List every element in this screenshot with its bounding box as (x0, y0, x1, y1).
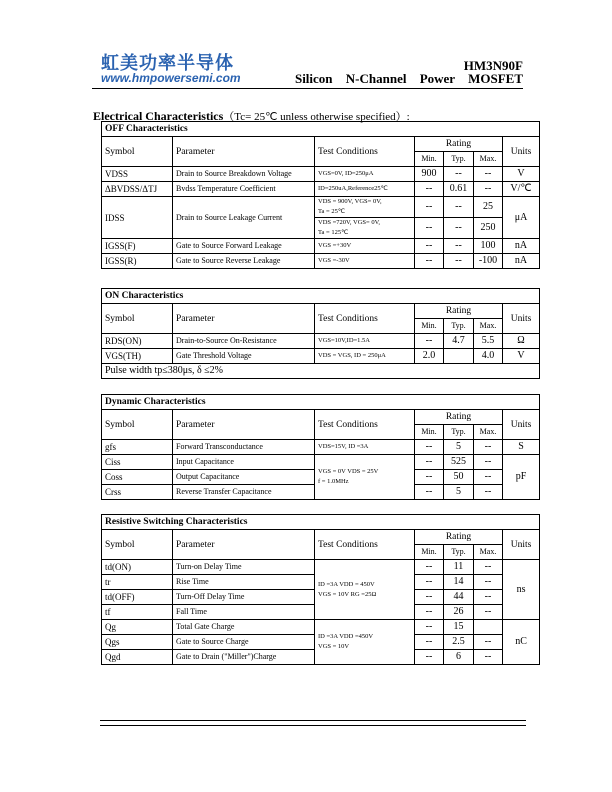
col-rating: Rating (415, 137, 503, 152)
min: -- (415, 182, 444, 197)
max: 100 (474, 239, 503, 254)
col-units: Units (503, 137, 540, 167)
typ: -- (444, 239, 474, 254)
max: 250 (474, 218, 503, 239)
unit: nC (503, 620, 540, 665)
col-rating: Rating (415, 410, 503, 425)
symbol: Qgd (102, 650, 173, 665)
header-rule (92, 88, 523, 89)
conditions-line: VGS = 10V (318, 643, 350, 650)
max: -- (474, 650, 503, 665)
parameter: Gate to Source Forward Leakage (173, 239, 315, 254)
typ: 5 (444, 440, 474, 455)
min: -- (415, 575, 444, 590)
max: -- (474, 590, 503, 605)
parameter: Gate to Drain ("Miller")Charge (173, 650, 315, 665)
parameter: Bvdss Temperature Coefficient (173, 182, 315, 197)
unit: V/℃ (503, 182, 540, 197)
max: -- (474, 485, 503, 500)
parameter: Input Capacitance (173, 455, 315, 470)
col-min: Min. (415, 425, 444, 440)
col-symbol: Symbol (102, 530, 173, 560)
symbol: td(OFF) (102, 590, 173, 605)
table-row (102, 182, 540, 197)
on-title: ON Characteristics (102, 289, 540, 304)
table-row (102, 440, 540, 455)
max: -- (474, 455, 503, 470)
col-parameter: Parameter (173, 530, 315, 560)
symbol: Coss (102, 470, 173, 485)
unit: μA (503, 197, 540, 239)
col-max: Max. (474, 319, 503, 334)
symbol: Ciss (102, 455, 173, 470)
typ: 14 (444, 575, 474, 590)
typ: -- (444, 218, 474, 239)
min: -- (415, 455, 444, 470)
min: -- (415, 485, 444, 500)
table-row (102, 455, 540, 470)
section-condition: （Tc= 25℃ unless otherwise specified）: (223, 111, 410, 123)
col-max: Max. (474, 425, 503, 440)
symbol: ΔBVDSS/ΔTJ (102, 182, 173, 197)
conditions-line: VGS = 10V RG =25Ω (318, 590, 377, 598)
symbol: IGSS(R) (102, 254, 173, 269)
min: -- (415, 440, 444, 455)
part-subtitle: Silicon N-Channel Power MOSFET (294, 71, 523, 86)
min: -- (415, 470, 444, 485)
col-units: Units (503, 530, 540, 560)
dynamic-title: Dynamic Characteristics (102, 395, 540, 410)
symbol: RDS(ON) (102, 334, 173, 349)
parameter: Gate to Source Reverse Leakage (173, 254, 315, 269)
typ: 26 (444, 605, 474, 620)
switching-title: Resistive Switching Characteristics (102, 515, 540, 530)
col-units: Units (503, 410, 540, 440)
max: -- (474, 575, 503, 590)
conditions (315, 218, 415, 239)
table-row (102, 239, 540, 254)
table-row (102, 334, 540, 349)
conditions-line: Ta = 125℃ (318, 229, 349, 236)
logo-url: www.hmpowersemi.com (101, 71, 241, 85)
max: -- (474, 635, 503, 650)
conditions (315, 560, 415, 620)
min: -- (415, 590, 444, 605)
typ (444, 349, 474, 364)
min: -- (415, 620, 444, 635)
typ: 525 (444, 455, 474, 470)
col-parameter: Parameter (173, 410, 315, 440)
col-conditions: Test Conditions (315, 530, 415, 560)
col-min: Min. (415, 545, 444, 560)
logo-chinese: 虹美功率半导体 (101, 53, 234, 74)
col-conditions: Test Conditions (315, 410, 415, 440)
col-typ: Typ. (444, 425, 474, 440)
max: -- (474, 470, 503, 485)
col-max: Max. (474, 545, 503, 560)
min: -- (415, 197, 444, 218)
parameter: Fall Time (173, 605, 315, 620)
col-rating: Rating (415, 304, 503, 319)
max: 25 (474, 197, 503, 218)
conditions (315, 455, 415, 500)
conditions-line: Ta = 25℃ (318, 208, 346, 215)
parameter: Drain to Source Leakage Current (173, 197, 315, 239)
symbol: tr (102, 575, 173, 590)
col-units: Units (503, 304, 540, 334)
unit: V (503, 167, 540, 182)
col-min: Min. (415, 152, 444, 167)
conditions-line: VDS =720V, VGS= 0V, (318, 219, 381, 226)
table-row (102, 167, 540, 182)
typ: 11 (444, 560, 474, 575)
footer-rule (100, 720, 526, 721)
conditions: VDS=15V, ID =3A (315, 440, 415, 455)
typ: 0.61 (444, 182, 474, 197)
symbol: VDSS (102, 167, 173, 182)
typ: 15 (444, 620, 474, 635)
min: -- (415, 218, 444, 239)
conditions (315, 620, 415, 665)
typ: 50 (444, 470, 474, 485)
unit: ns (503, 560, 540, 620)
max: 4.0 (474, 349, 503, 364)
min: -- (415, 239, 444, 254)
conditions-line: f = 1.0MHz (318, 478, 349, 485)
conditions: VDS = VGS, ID = 250μA (315, 349, 415, 364)
unit: pF (503, 455, 540, 500)
max: -- (474, 605, 503, 620)
col-typ: Typ. (444, 152, 474, 167)
symbol: tf (102, 605, 173, 620)
table-row (102, 620, 540, 635)
conditions (315, 197, 415, 218)
max: -- (474, 560, 503, 575)
typ: 6 (444, 650, 474, 665)
typ: -- (444, 254, 474, 269)
typ: -- (444, 197, 474, 218)
pulse-note: Pulse width tp≤380μs, δ ≤2% (102, 364, 540, 379)
parameter: Output Capacitance (173, 470, 315, 485)
col-conditions: Test Conditions (315, 137, 415, 167)
typ: 44 (444, 590, 474, 605)
min: 900 (415, 167, 444, 182)
table-row (102, 197, 540, 218)
col-parameter: Parameter (173, 137, 315, 167)
min: -- (415, 560, 444, 575)
parameter: Drain-to-Source On-Resistance (173, 334, 315, 349)
on-characteristics-table (101, 288, 540, 379)
parameter: Reverse Transfer Capacitance (173, 485, 315, 500)
max: -- (474, 182, 503, 197)
conditions: VGS =-30V (315, 254, 415, 269)
parameter: Rise Time (173, 575, 315, 590)
conditions: VGS=0V, ID=250μA (315, 167, 415, 182)
unit: V (503, 349, 540, 364)
min: -- (415, 635, 444, 650)
parameter: Total Gate Charge (173, 620, 315, 635)
parameter: Gate Threshold Voltage (173, 349, 315, 364)
typ: 4.7 (444, 334, 474, 349)
col-symbol: Symbol (102, 410, 173, 440)
col-max: Max. (474, 152, 503, 167)
unit: S (503, 440, 540, 455)
col-rating: Rating (415, 530, 503, 545)
unit: Ω (503, 334, 540, 349)
parameter: Turn-on Delay Time (173, 560, 315, 575)
section-title-text: Electrical Characteristics (93, 109, 224, 123)
min: -- (415, 254, 444, 269)
typ: 2.5 (444, 635, 474, 650)
min: 2.0 (415, 349, 444, 364)
parameter: Drain to Source Breakdown Voltage (173, 167, 315, 182)
symbol: IDSS (102, 197, 173, 239)
conditions: VGS=10V,ID=1.5A (315, 334, 415, 349)
conditions: VGS =+30V (315, 239, 415, 254)
max: -- (474, 167, 503, 182)
col-typ: Typ. (444, 319, 474, 334)
footer-rule (100, 725, 526, 726)
max: -- (474, 440, 503, 455)
parameter: Forward Transconductance (173, 440, 315, 455)
max (474, 620, 503, 635)
conditions-line: VGS = 0V VDS = 25V (318, 468, 379, 475)
table-row (102, 349, 540, 364)
parameter: Turn-Off Delay Time (173, 590, 315, 605)
conditions-line: ID =3A VDD =450V (318, 633, 374, 640)
min: -- (415, 334, 444, 349)
off-characteristics-table (101, 121, 540, 269)
symbol: gfs (102, 440, 173, 455)
symbol: VGS(TH) (102, 349, 173, 364)
col-typ: Typ. (444, 545, 474, 560)
col-min: Min. (415, 319, 444, 334)
conditions-line: ID =3A VDD = 450V (318, 580, 375, 588)
typ: 5 (444, 485, 474, 500)
parameter: Gate to Source Charge (173, 635, 315, 650)
symbol: Qg (102, 620, 173, 635)
unit: nA (503, 239, 540, 254)
unit: nA (503, 254, 540, 269)
col-parameter: Parameter (173, 304, 315, 334)
col-symbol: Symbol (102, 137, 173, 167)
min: -- (415, 605, 444, 620)
table-row (102, 560, 540, 575)
switching-characteristics-table (101, 514, 540, 665)
symbol: IGSS(F) (102, 239, 173, 254)
dynamic-characteristics-table (101, 394, 540, 500)
col-symbol: Symbol (102, 304, 173, 334)
symbol: Qgs (102, 635, 173, 650)
symbol: Crss (102, 485, 173, 500)
typ: -- (444, 167, 474, 182)
symbol: td(ON) (102, 560, 173, 575)
col-conditions: Test Conditions (315, 304, 415, 334)
max: 5.5 (474, 334, 503, 349)
conditions-line: VDS = 900V, VGS= 0V, (318, 198, 382, 205)
max: -100 (474, 254, 503, 269)
conditions: ID=250uA,Reference25℃ (315, 182, 415, 197)
min: -- (415, 650, 444, 665)
table-row (102, 254, 540, 269)
off-title: OFF Characteristics (102, 122, 540, 137)
part-number: HM3N90F (463, 58, 523, 73)
